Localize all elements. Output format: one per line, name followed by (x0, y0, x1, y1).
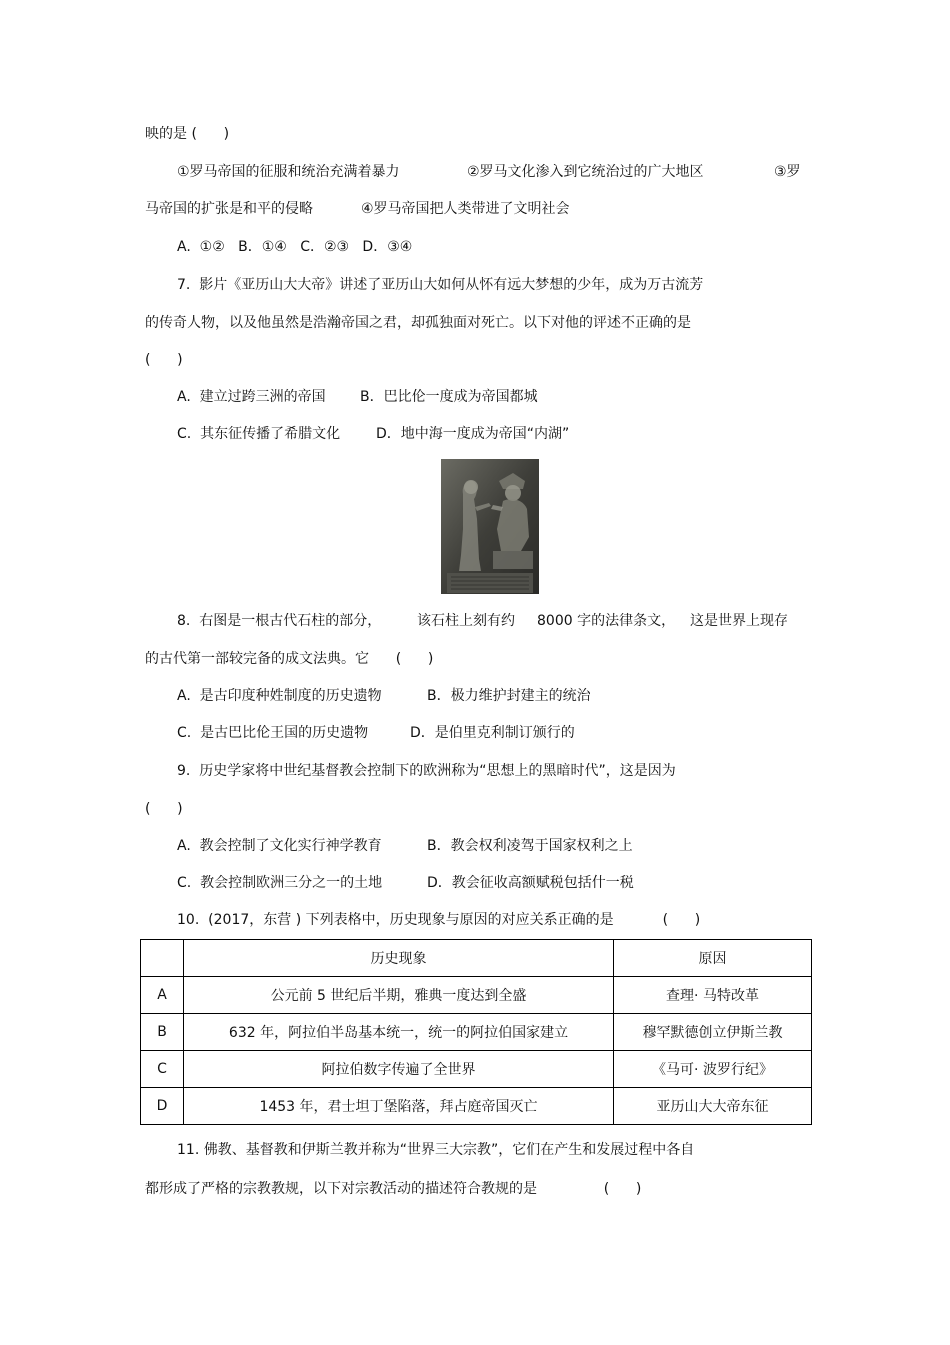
q8-stem-part4: 这是世界上现存 (690, 613, 788, 629)
table-cell-phenomenon: 1453 年，君士坦丁堡陷落，拜占庭帝国灭亡 (184, 1088, 614, 1125)
table-cell-phenomenon: 公元前 5 世纪后半期，雅典一度达到全盛 (184, 977, 614, 1014)
q9-stem-line1: 9. 历史学家将中世纪基督教会控制下的欧洲称为“思想上的黑暗时代”，这是因为 (177, 763, 676, 779)
table-row (141, 1051, 812, 1088)
table-cell-cause: 穆罕默德创立伊斯兰教 (614, 1014, 812, 1051)
q7-stem-line1: 7. 影片《亚历山大大帝》讲述了亚历山大如何从怀有远大梦想的少年，成为万古流芳 (177, 277, 704, 293)
table-header-cell (141, 940, 184, 977)
q7-stem-line2: 的传奇人物，以及他虽然是浩瀚帝国之君，却孤独面对死亡。以下对他的评述不正确的是 (145, 315, 691, 331)
table-cell-phenomenon: 632 年，阿拉伯半岛基本统一，统一的阿拉伯国家建立 (184, 1014, 614, 1051)
q8-stem-part2: 该石柱上刻有约 (417, 613, 515, 629)
q11-stem-line2: 都形成了严格的宗教教规，以下对宗教活动的描述符合教规的是 ( ) (145, 1181, 642, 1197)
q6-option-4: ④罗马帝国把人类带进了文明社会 (361, 201, 570, 217)
table-row (141, 1014, 812, 1051)
stone-stela-image (441, 459, 539, 594)
q7-option-c: C. 其东征传播了希腊文化 (177, 426, 341, 442)
q8-stem-line2: 的古代第一部较完备的成文法典。它 ( ) (145, 651, 434, 667)
q7-option-d: D．地中海一度成为帝国“内湖” (376, 426, 570, 442)
q8-option-a: A. 是古印度种姓制度的历史遗物 (177, 688, 382, 704)
q9-option-d: D．教会征收高额赋税包括什一税 (427, 875, 634, 891)
q9-option-c: C. 教会控制欧洲三分之一的土地 (177, 875, 383, 891)
history-cause-table (140, 939, 812, 1125)
q6-stem-end: 映的是 ( ) (145, 126, 230, 142)
q8-option-c: C. 是古巴比伦王国的历史遗物 (177, 725, 369, 741)
q8-option-d: D．是伯里克利制订颁行的 (410, 725, 575, 741)
q11-stem-line1: 11. 佛教、基督教和伊斯兰教并称为“世界三大宗教”，它们在产生和发展过程中各自 (177, 1142, 695, 1158)
q6-choices: A. ①② B．①④ C．②③ D．③④ (177, 239, 413, 255)
q9-answer-paren: ( ) (145, 801, 183, 817)
q8-stem-part1: 8. 右图是一根古代石柱的部分， (177, 613, 382, 629)
q9-option-a: A. 教会控制了文化实行神学教育 (177, 838, 382, 854)
table-cell-cause: 亚历山大大帝东征 (614, 1088, 812, 1125)
table-header-cell: 原因 (614, 940, 812, 977)
table-header-cell: 历史现象 (184, 940, 614, 977)
q6-option-1: ①罗马帝国的征服和统治充满着暴力 (177, 164, 400, 180)
table-row (141, 977, 812, 1014)
q8-option-b: B．极力维护封建主的统治 (427, 688, 591, 704)
q6-option-3-start: ③罗 (774, 164, 801, 180)
q9-option-b: B．教会权利凌驾于国家权利之上 (427, 838, 633, 854)
q8-stem-part3: 8000 字的法律条文， (537, 613, 676, 629)
table-cell-cause: 查理· 马特改革 (614, 977, 812, 1014)
table-cell-label: B (141, 1014, 184, 1051)
table-cell-cause: 《马可· 波罗行纪》 (614, 1051, 812, 1088)
q6-option-3-end: 马帝国的扩张是和平的侵略 (145, 201, 313, 217)
table-cell-phenomenon: 阿拉伯数字传遍了全世界 (184, 1051, 614, 1088)
table-cell-label: C (141, 1051, 184, 1088)
table-cell-label: D (141, 1088, 184, 1125)
table-cell-label: A (141, 977, 184, 1014)
table-header-row (141, 940, 812, 977)
q10-stem: 10. (2017，东营 ) 下列表格中，历史现象与原因的对应关系正确的是 ( ) (177, 912, 701, 928)
table-row (141, 1088, 812, 1125)
q7-option-b: B．巴比伦一度成为帝国都城 (360, 389, 538, 405)
q6-option-2: ②罗马文化渗入到它统治过的广大地区 (467, 164, 704, 180)
q7-option-a: A. 建立过跨三洲的帝国 (177, 389, 326, 405)
q7-answer-paren: ( ) (145, 352, 183, 368)
